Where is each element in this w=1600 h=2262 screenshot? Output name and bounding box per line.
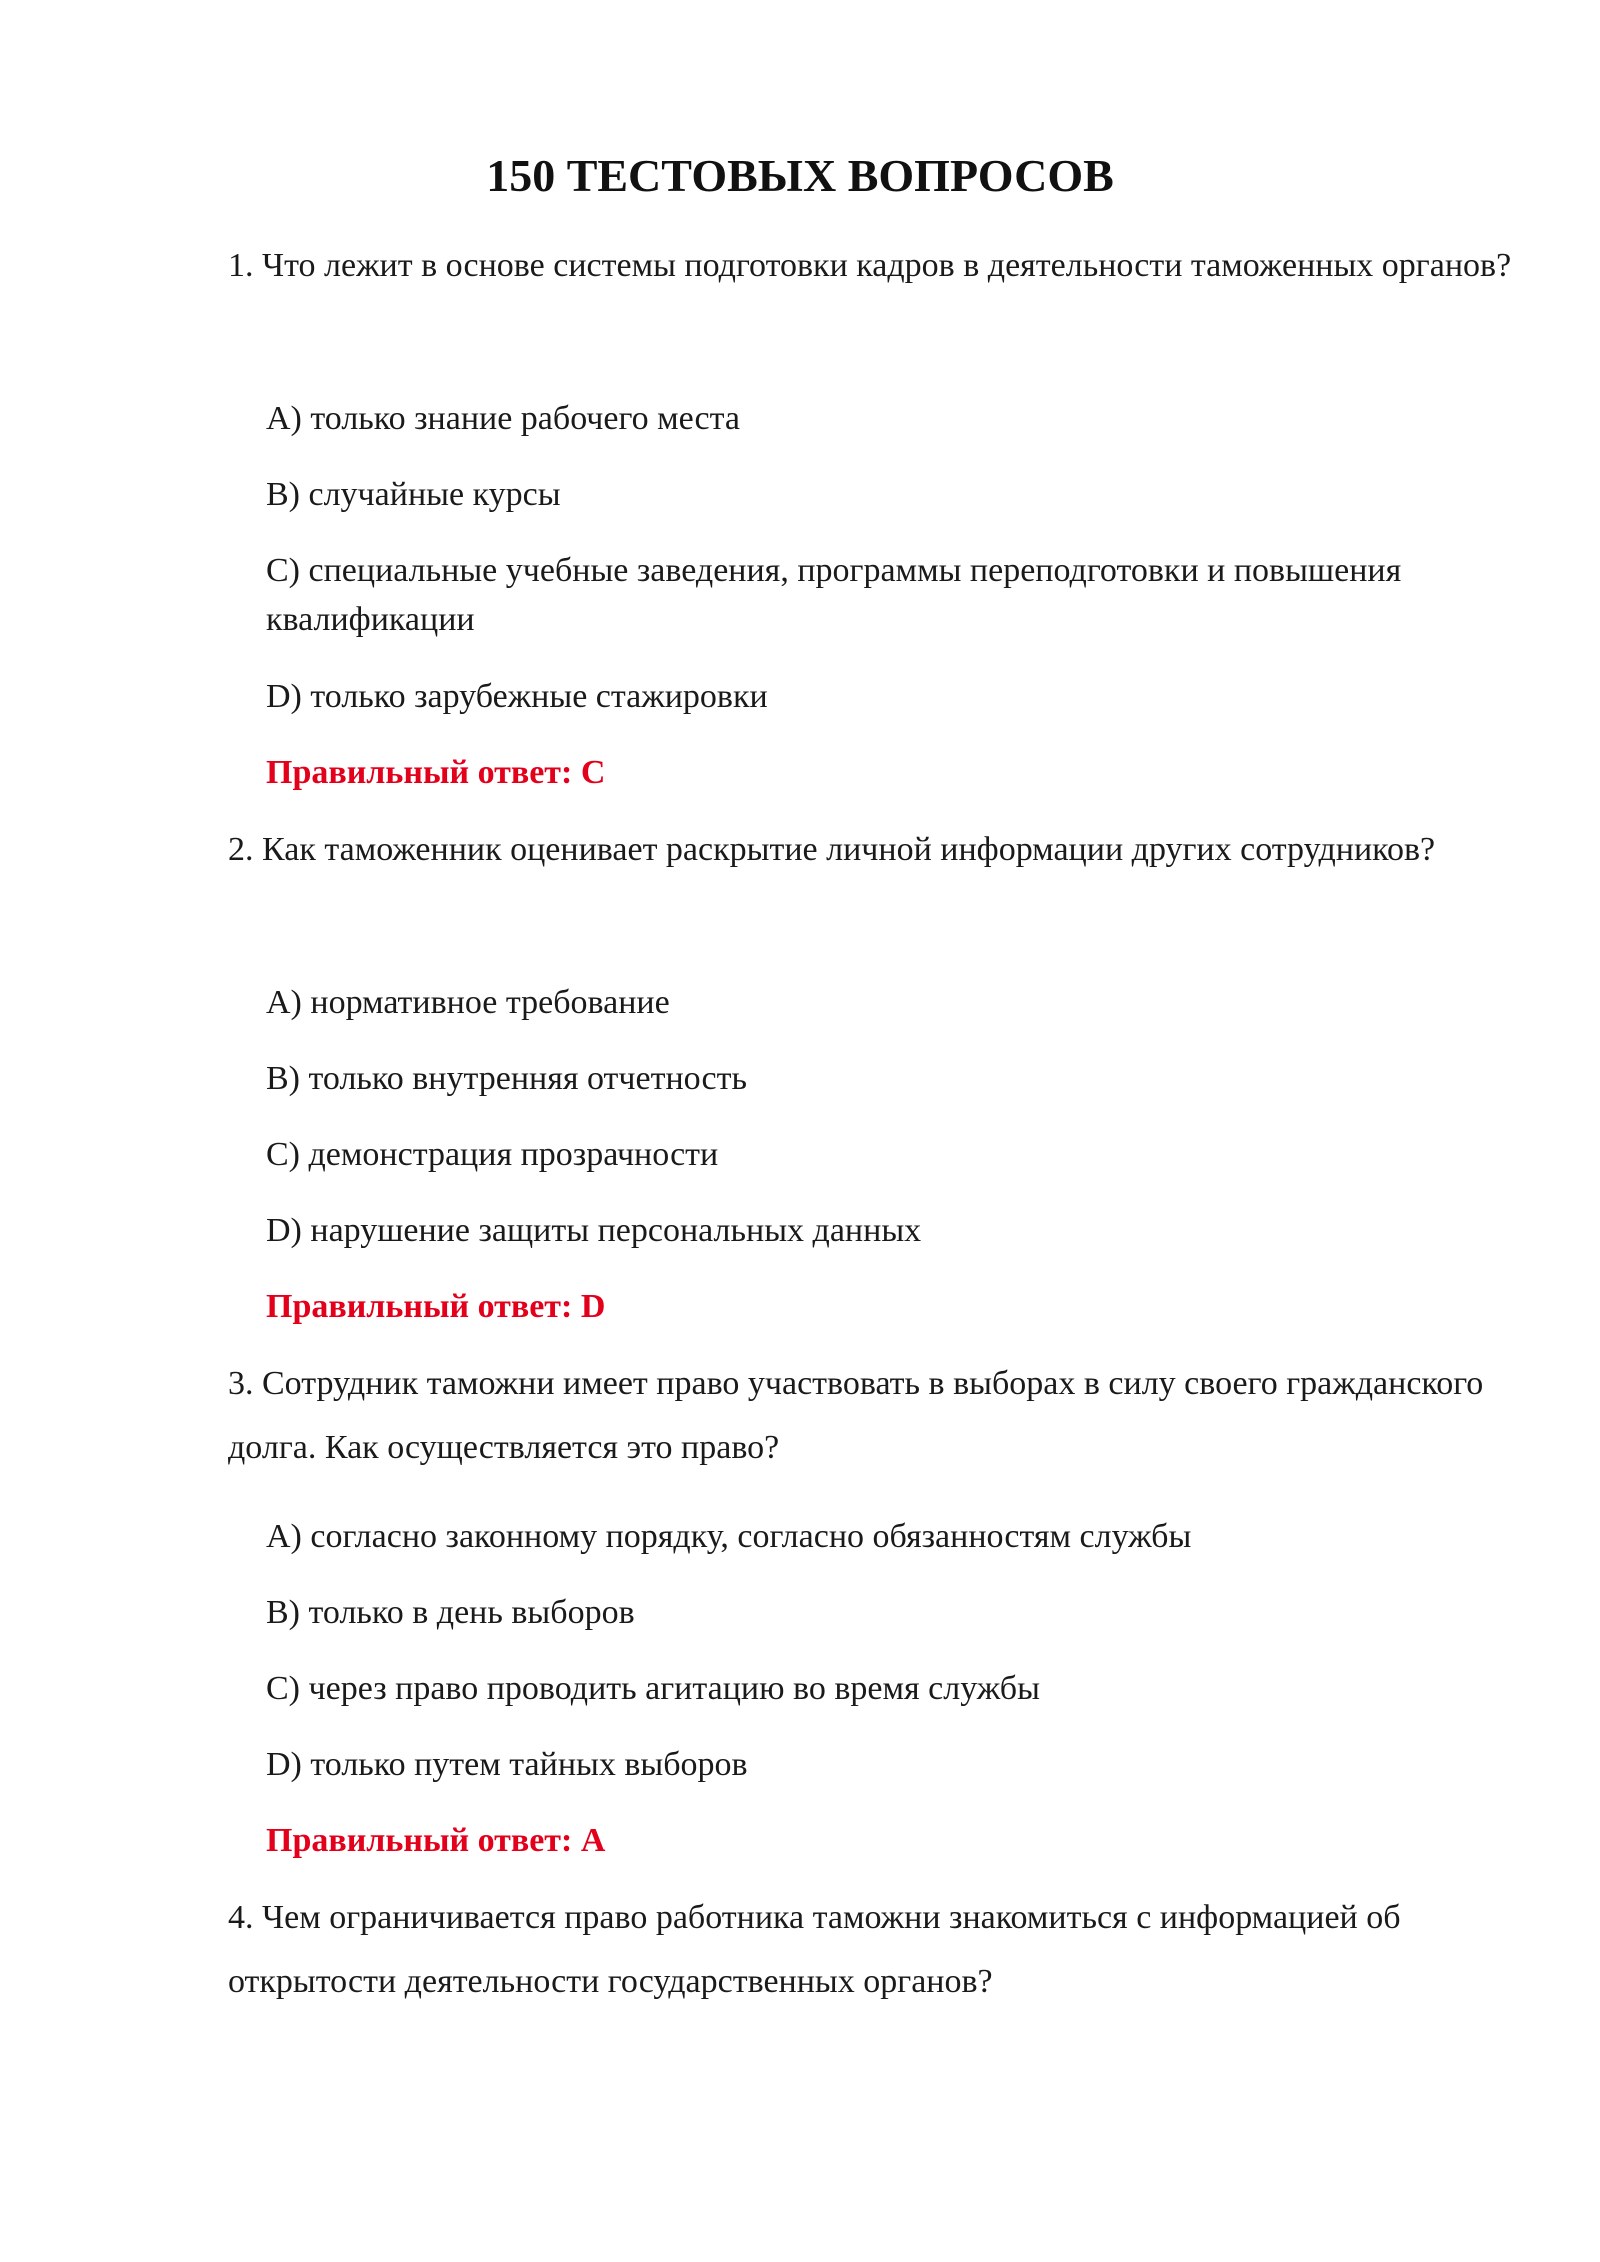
- question-1-text: 1. Что лежит в основе системы подготовки кадров в деятельности таможенных органов?: [228, 247, 1512, 284]
- question-1-option-d: D) только зарубежные стажировки: [266, 678, 768, 715]
- question-2-option-b: B) только внутренняя отчетность: [266, 1060, 747, 1097]
- question-3-option-d: D) только путем тайных выборов: [266, 1746, 748, 1783]
- question-2-option-d: D) нарушение защиты персональных данных: [266, 1212, 922, 1249]
- question-3-correct-answer: Правильный ответ: A: [266, 1822, 606, 1859]
- question-1-correct-answer: Правильный ответ: C: [266, 754, 606, 791]
- question-2-correct-answer: Правильный ответ: D: [266, 1288, 606, 1325]
- question-2-option-a: A) нормативное требование: [266, 984, 670, 1021]
- question-1-option-b: B) случайные курсы: [266, 476, 561, 513]
- question-3-option-c: C) через право проводить агитацию во время службы: [266, 1670, 1040, 1707]
- question-1-option-c: C) специальные учебные заведения, программы переподготовки и повышения квалификации: [266, 552, 1402, 638]
- question-2-text: 2. Как таможенник оценивает раскрытие личной информации других сотрудников?: [228, 831, 1436, 868]
- question-3-option-a: A) согласно законному порядку, согласно обязанностям службы: [266, 1518, 1192, 1555]
- document-title: 150 ТЕСТОВЫХ ВОПРОСОВ: [486, 150, 1114, 201]
- question-2-option-c: C) демонстрация прозрачности: [266, 1136, 719, 1173]
- question-3-option-b: B) только в день выборов: [266, 1594, 635, 1631]
- question-1-option-a: A) только знание рабочего места: [266, 400, 741, 437]
- question-3-text: 3. Сотрудник таможни имеет право участвовать в выборах в силу своего гражданского долга. Как осуществляется это право?: [228, 1365, 1484, 1466]
- question-4-text: 4. Чем ограничивается право работника таможни знакомиться с информацией об открытости деятельности государственных органов?: [228, 1899, 1401, 2000]
